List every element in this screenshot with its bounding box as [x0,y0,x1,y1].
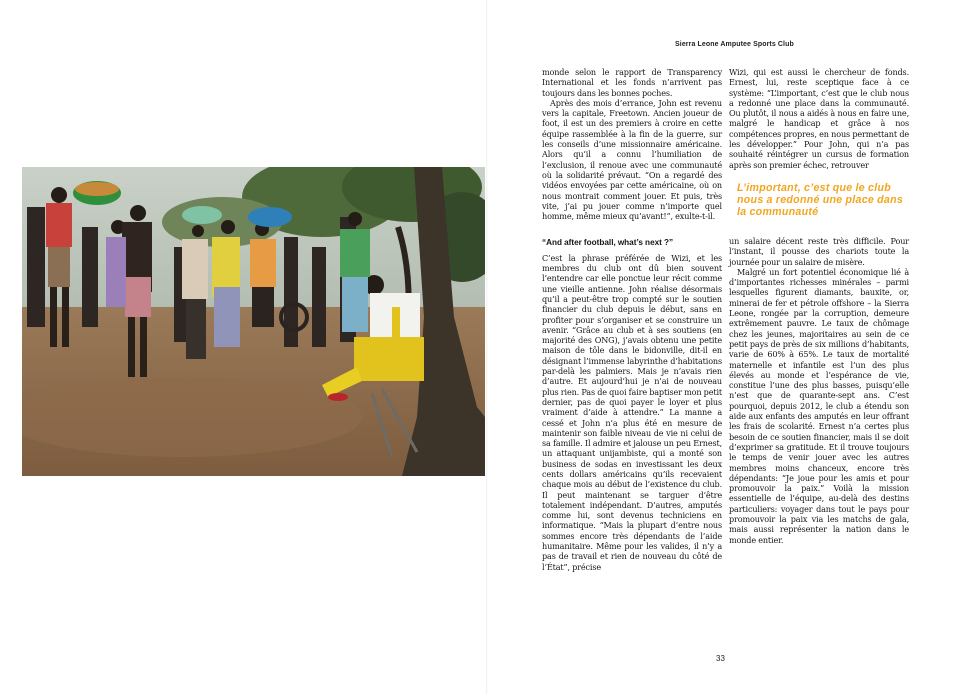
article-photo [22,167,485,476]
section-subheading: “And after football, what’s next ?” [542,238,674,248]
paragraph: Wizi, qui est aussi le chercheur de fonds. Ernest, lui, reste sceptique face à ce système: “L’important, c’est que le club nous a redonné une place dans la communauté. Ou plutôt, il nous a aidés à nous en faire une, malgré le handicap et grâce à nos compétences propres, en nous permettant de les développer.” Pour John, qui n’a pas souhaité réintégrer un cursus de formation après son premier échec, retrouver [729,67,909,170]
running-head: Sierra Leone Amputee Sports Club [675,41,794,48]
article-column-1 [542,67,722,572]
page-number: 33 [716,654,725,663]
paragraph: Après des mois d’errance, John est revenu vers la capitale, Freetown. Ancien joueur de foot, il est un des premiers à croire en cette équipe rassemblée à la fin de la guerre, sur les conseils d’une missionnaire américaine. Alors qu’il a connu l’humiliation de l’exclusion, il renoue avec une communauté où la solidarité prévaut. “On a regardé des vidéos envoyées par cette américaine, où on nous montrait comment jouer. Et puis, très vite, j’ai pu jouer comme n’importe quel homme, même mieux qu’avant!”, exulte-t-il. [542,97,722,222]
paragraph: C’est la phrase préférée de Wizi, et les membres du club ont dû bien souvent l’entendre car elle ponctue leur récit comme une vieille antienne. John réalise désormais qu’il a peut-être trop compté sur le soutien financier du club depuis le début, sans en profiter pour s’organiser et se construire un avenir. “Grâce au club et à ses soutiens (en majorité des ONG), j’avais obtenu une petite maison de tôle dans le bidonville, dit-il en désignant l’immense labyrinthe d’habitations par-delà les palmiers. Mais je n’avais rien d’autre. Et aujourd’hui je n’ai de nouveau plus rien. Pas de quoi faire baptiser mon petit dernier, pas de quoi payer le loyer et plus vraiment d’aide à attendre.” La manne a cessé et John n’a plus été en mesure de maintenir son faible niveau de vie ni celui de sa famille. Il admire et jalouse un peu Ernest, un attaquant unijambiste, qui a monté son business de sodas en investissant les deux cents dollars américains qu’ils recevaient chaque mois au début de l’existence du club. Il peut maintenant se targuer d’être totalement indépendant. D’autres, amputés comme lui, sont devenus techniciens en informatique. “Mais la plupart d’entre nous sommes encore très dépendants de l’aide humanitaire. Même pour les valides, il n’y a pas de travail et rien de nouveau du côté de l’État”, précise [542,252,722,572]
page-fold [486,0,488,694]
article-column-2 [729,67,909,545]
paragraph: un salaire décent reste très difficile. Pour l’instant, il pousse des chariots toute la journée pour un salaire de misère. [729,235,909,267]
paragraph: monde selon le rapport de Transparency International et les fonds n’arrivent pas toujours dans les bonnes poches. [542,67,722,98]
pull-quote: L’important, c’est que le club nous a redonné une place dans la communauté [737,181,904,218]
paragraph: Malgré un fort potentiel économique lié à d’importantes richesses minérales – parmi lesquelles figurent diamants, bauxite, or, minerai de fer et pétrole offshore – la Sierra Leone, rongée par la corruption, demeure extrêmement pauvre. Le taux de chômage chez les jeunes, majoritaires au sein de ce petit pays de près de six millions d’habitants, varie de 60% à 65%. Le taux de mortalité maternelle et infantile est l’un des plus élevés au monde et l’espérance de vie, constitue l’une des plus basses, puisqu’elle n’est que de quarante-sept ans. C’est pourquoi, depuis 2012, le club a étendu son aide aux enfants des amputés en leur offrant les frais de scolarité. Ernest n’a certes plus besoin de ce soutien financier, mais il se doit d’exprimer sa gratitude. Et il trouve toujours le temps de venir jouer avec les autres membres moins chanceux, encore très dépendants: “Je joue pour les amis et pour promouvoir la paix.” Voilà la mission essentielle de l’équipe, au-delà des destins particuliers: voyager dans tout le pays pour promouvoir la paix via les matchs de gala, mais aussi représenter la nation dans le monde entier. [729,266,909,545]
